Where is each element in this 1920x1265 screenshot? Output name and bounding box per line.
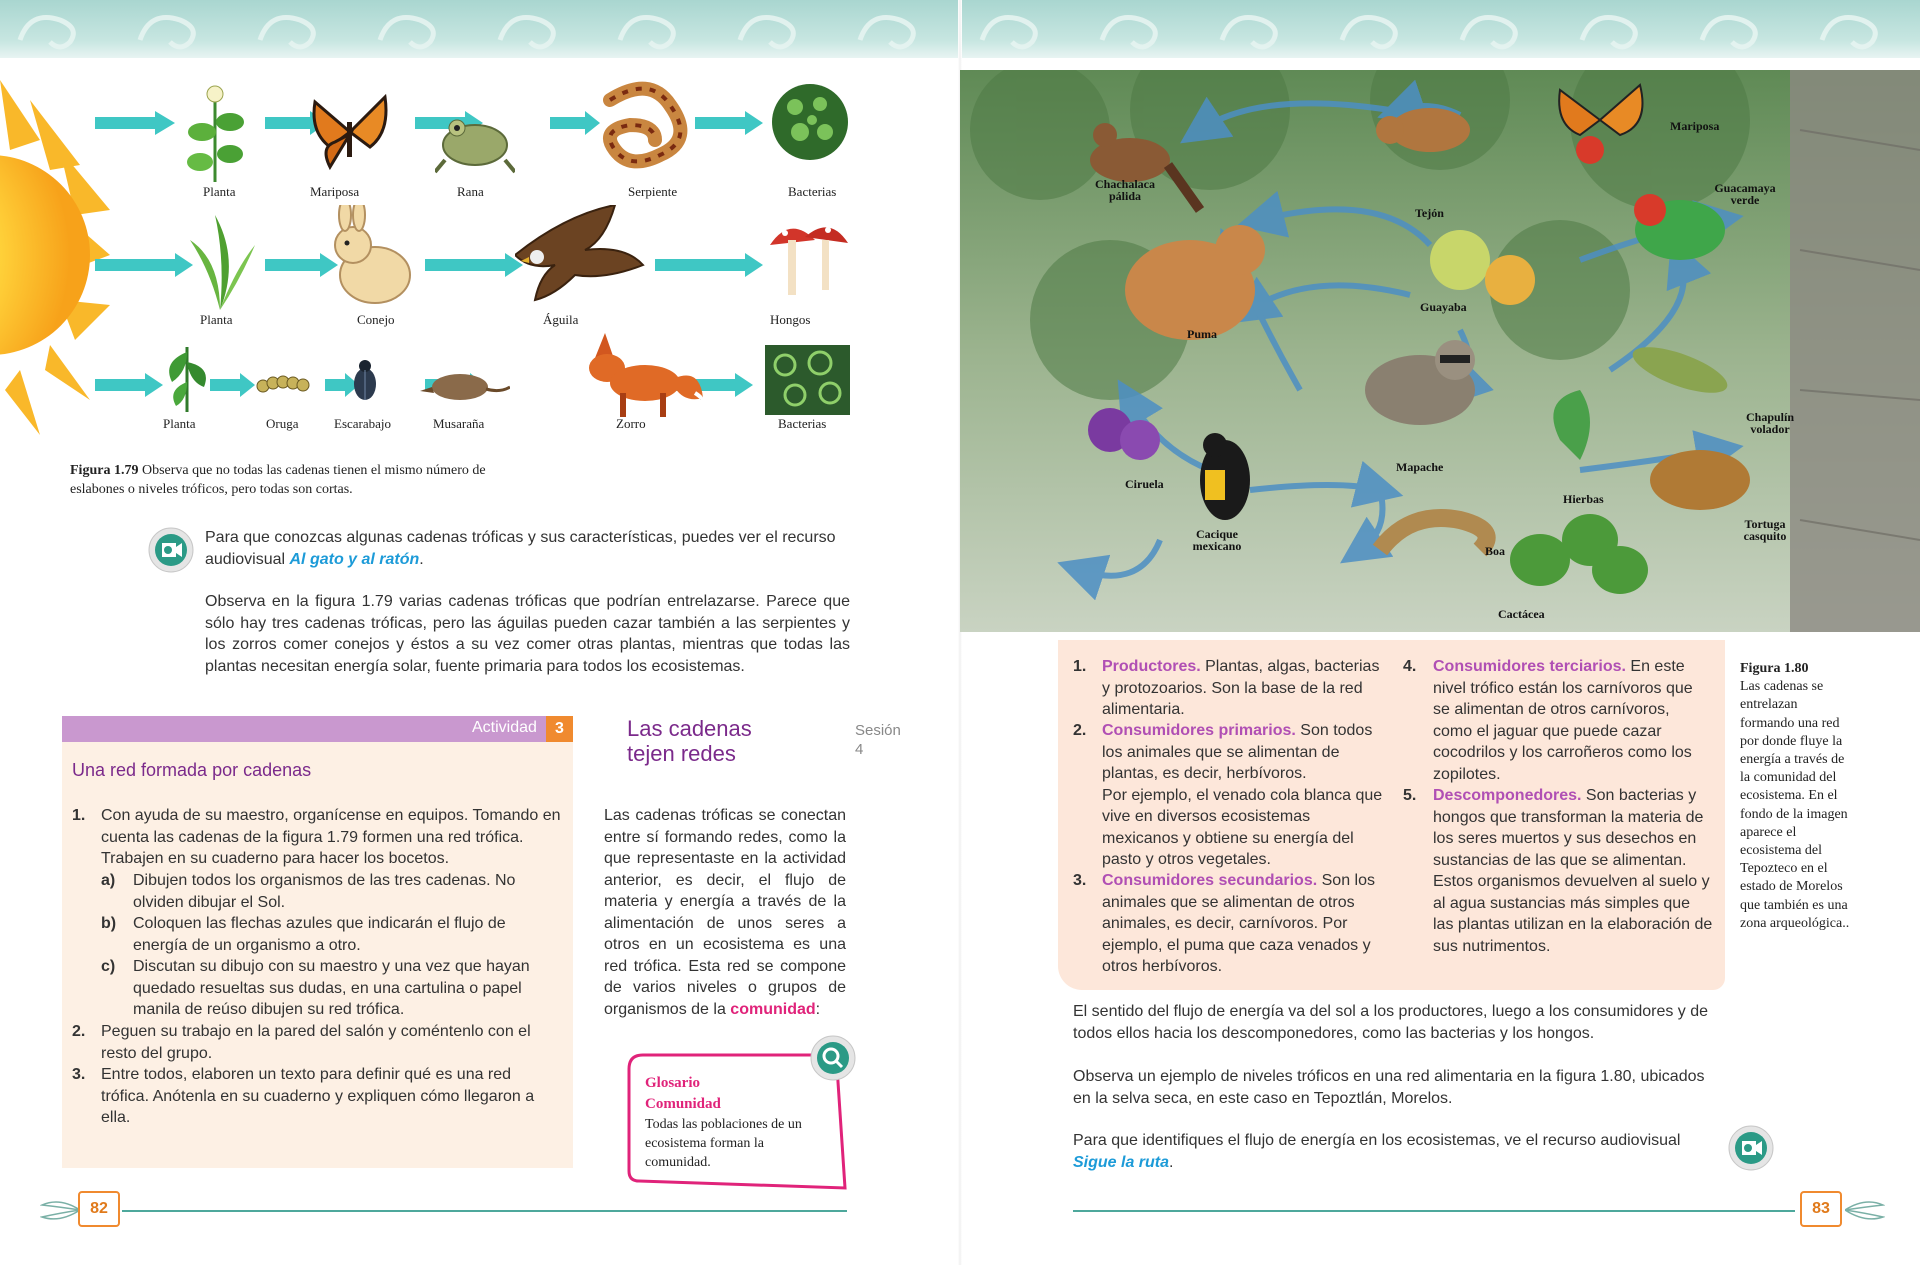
section-title [627, 716, 752, 766]
caterpillar-icon [255, 368, 315, 398]
chain-label: Hongos [770, 312, 811, 327]
resource-link-al-gato[interactable]: Al gato y al ratón [289, 550, 420, 568]
chain-label: Planta [163, 416, 196, 431]
chain-label: Musaraña [433, 416, 485, 431]
audiovisual-resource-icon[interactable] [148, 527, 194, 573]
leaf-ornament-icon [40, 1195, 80, 1225]
web-label: Boa [1485, 544, 1506, 558]
resource-paragraph-1 [205, 527, 850, 570]
activity-item-text: Con ayuda de su maestro, organícense en equipos. Tomando en cuenta las cadenas de la figura 1.79 formen una red trófica. Trabajen en su cuaderno para hacer los bocetos. [101, 807, 561, 867]
activity-subitem-letter: c) [101, 958, 116, 975]
caption-text: Observa que no todas las cadenas tienen el mismo número de eslabones o niveles tróficos, pero todas son cortas. [70, 463, 486, 497]
page-number-left: 82 [78, 1191, 120, 1227]
session-number: 4 [855, 741, 864, 758]
section-paragraph [604, 805, 846, 1020]
fox-icon [575, 328, 705, 418]
figure-179-caption [70, 461, 490, 499]
snake-icon [600, 80, 705, 175]
intro-paragraph: Observa en la figura 1.79 varias cadenas tróficas que podrían entrelazarse. Parece que sólo hay tres cadenas tróficas, pero las águilas pueden cazar también a las serpientes y los zorros comer conejos y éstos a su vez comer otras plantas, mientras que todas las plantas necesitan energía solar, fuente primaria para todos los ecosistemas. [205, 593, 850, 675]
glossary-definition: Todas las poblaciones de un ecosistema forman la comunidad. [645, 1117, 802, 1170]
activity-number-badge: 3 [546, 716, 573, 742]
web-label: Mapache [1396, 460, 1444, 474]
level-title: Consumidores primarios. [1102, 722, 1296, 739]
level-number: 2. [1073, 722, 1087, 739]
glossary-box [625, 1053, 847, 1193]
bacteria-icon [770, 82, 850, 162]
beetle-icon [350, 358, 380, 403]
level-item [1433, 785, 1713, 957]
activity-item-number: 2. [72, 1023, 86, 1040]
web-label: Puma [1187, 327, 1217, 341]
activity-subitem-text: Dibujen todos los organismos de las tres cadenas. No olviden dibujar el Sol. [133, 872, 516, 911]
level-number: 5. [1403, 787, 1417, 804]
chain-label: Bacterias [788, 184, 837, 199]
web-label: Hierbas [1563, 492, 1604, 506]
glossary-heading [645, 1073, 721, 1115]
chain-label: Escarabajo [334, 416, 392, 431]
chain-label: Oruga [266, 416, 299, 431]
chain-label: Mariposa [310, 184, 360, 199]
bacteria-icon [765, 345, 850, 415]
page-number-right: 83 [1800, 1191, 1842, 1227]
web-label: Mariposa [1670, 119, 1720, 133]
chain-label: Serpiente [628, 184, 678, 199]
footer-rule-right [1073, 1210, 1795, 1212]
activity-item-text: Entre todos, elaboren un texto para definir qué es una red trófica. Anótenla en su cuaderno y expliquen cómo llegaron a ella. [101, 1066, 535, 1126]
section-title-line: tejen redes [627, 741, 736, 766]
level-title: Consumidores secundarios. [1102, 872, 1318, 889]
resource-text: Para que conozcas algunas cadenas tróficas y sus características, puedes ver el recurso audiovisual [205, 529, 836, 568]
resource-link-sigue-la-ruta[interactable]: Sigue la ruta [1073, 1153, 1170, 1171]
level-item [1433, 656, 1713, 785]
chain-label: Planta [203, 184, 236, 199]
leaf-ornament-icon [1845, 1195, 1885, 1225]
section-paragraph-end: : [815, 1000, 821, 1018]
level-item [1102, 656, 1384, 721]
eagle-icon [515, 205, 645, 305]
mushroom-icon [760, 215, 850, 300]
level-number: 1. [1073, 658, 1087, 675]
level-number: 4. [1403, 658, 1417, 675]
session-label: Sesión [855, 722, 901, 739]
activity-subitem-letter: b) [101, 915, 117, 932]
level-number: 3. [1073, 872, 1087, 889]
web-label: Guacamaya verde [1714, 181, 1776, 207]
level-extra: Por ejemplo, el venado cola blanca que vive en diversos ecosistemas mexicanos y obtiene su energía del pasto y otros vegetales. [1102, 786, 1383, 868]
level-title: Productores. [1102, 658, 1201, 675]
chain-label: Águila [543, 312, 579, 327]
level-text: Son los animales que se alimentan de otros animales, es decir, carnívoros. Por ejemplo, el puma que caza venados y otros herbívoros. [1102, 872, 1375, 975]
chain-label: Rana [457, 184, 484, 199]
level-title: Descomponedores. [1433, 787, 1582, 804]
plant-icon [162, 342, 212, 412]
resource-end: . [1169, 1153, 1174, 1171]
chain-label: Zorro [616, 416, 646, 431]
activity-item-number: 1. [72, 807, 86, 824]
activity-subitem-letter: a) [101, 872, 116, 889]
keyword-comunidad[interactable]: comunidad [730, 1000, 816, 1018]
web-label: Tortuga casquito [1743, 517, 1787, 543]
sun-illustration [0, 70, 110, 435]
level-title: Consumidores terciarios. [1433, 658, 1626, 675]
chain-label: Bacterias [778, 416, 827, 431]
glossary-label: Glosario [645, 1075, 700, 1091]
glossary-search-icon[interactable] [810, 1035, 856, 1081]
web-label: Tejón [1415, 206, 1444, 220]
turtle-icon [1650, 450, 1750, 510]
chain-label: Planta [200, 312, 233, 327]
activity-item-number: 3. [72, 1066, 86, 1083]
section-paragraph-text: Las cadenas tróficas se conectan entre sí formando redes, como la que representaste en la actividad anterior, es decir, el flujo de materia y energía a través de la alimentación de unos seres a otros en un ecosistema es una red trófica. Esta red se compone de varios niveles o grupos de organismos de la [604, 807, 846, 1018]
level-item [1102, 720, 1384, 871]
energy-flow-paragraph: El sentido del flujo de energía va del sol a los productores, luego a los consumidores y de todos ellos hacia los descomponedores, como las bacterias y los hongos. [1073, 1003, 1709, 1042]
plant-icon [180, 210, 260, 310]
frog-icon [435, 110, 515, 175]
resource-paragraph-2 [1073, 1130, 1723, 1173]
food-web-figure [960, 70, 1920, 632]
glossary-term: Comunidad [645, 1096, 721, 1112]
resource-end: . [419, 550, 424, 568]
activity-title: Una red formada por cadenas [72, 760, 312, 780]
web-label: Chachalaca pálida [1095, 177, 1155, 203]
level-text: Plantas, algas, bacterias y protozoarios. Son la base de la red alimentaria. [1102, 658, 1380, 718]
example-paragraph: Observa un ejemplo de niveles tróficos en una red alimentaria en la figura 1.80, ubicados en la selva seca, en este caso en Tepoztlán, Morelos. [1073, 1068, 1705, 1107]
section-title-line: Las cadenas [627, 716, 752, 741]
decorative-band-left [0, 0, 958, 58]
caption-label: Figura 1.79 [70, 463, 139, 478]
decorative-band-right [962, 0, 1920, 58]
caption-label: Figura 1.80 [1740, 661, 1809, 676]
level-text: Son bacterias y hongos que transforman la materia de los seres muertos y sus desechos en sustancias de las que se alimentan. Estos organismos devuelven al suelo y al agua sustancias más simples que las plantas utilizan en la elaboración de sus nutrimentos. [1433, 787, 1713, 955]
web-label: Chapulín volador [1745, 410, 1795, 436]
chain-label: Conejo [357, 312, 395, 327]
shrew-icon [420, 365, 510, 405]
level-text: En este nivel trófico están los carnívoros que se alimentan de otros carnívoros, como el jaguar que puede cazar cocodrilos y los carroñeros como los zopilotes. [1433, 658, 1693, 783]
activity-item-text: Peguen su trabajo en la pared del salón y coméntenlo con el resto del grupo. [101, 1023, 531, 1062]
activity-subitem-text: Coloquen las flechas azules que indicarán el flujo de energía de un organismo a otro. [133, 915, 506, 954]
footer-rule-left [122, 1210, 847, 1212]
web-label: Cacique mexicano [1192, 527, 1242, 553]
web-label: Ciruela [1125, 477, 1164, 491]
resource-text: Para que identifiques el flujo de energía en los ecosistemas, ve el recurso audiovisual [1073, 1132, 1681, 1149]
session-marker [855, 721, 901, 759]
level-text: Son todos los animales que se alimentan de plantas, es decir, herbívoros. [1102, 722, 1373, 782]
caption-text: Las cadenas se entrelazan formando una red por donde fluye la energía a través de la comunidad del ecosistema. En el fondo de la imagen aparece el ecosistema del Tepozteco en el estado de Morelos que también es una zona arqueológica.. [1740, 679, 1850, 931]
level-item [1102, 870, 1384, 978]
butterfly-icon [310, 92, 390, 172]
rabbit-icon [325, 205, 415, 310]
web-label: Guayaba [1420, 300, 1467, 314]
figure-180-caption [1740, 660, 1850, 933]
web-label: Cactácea [1498, 607, 1545, 621]
activity-label: Actividad [472, 719, 537, 736]
plant-icon [180, 82, 250, 182]
audiovisual-resource-icon[interactable] [1728, 1125, 1774, 1171]
activity-subitem-text: Discutan su dibujo con su maestro y una vez que hayan quedado resueltas sus dudas, en una cartulina o papel manila de reúso dibujen su red trófica. [133, 958, 530, 1018]
